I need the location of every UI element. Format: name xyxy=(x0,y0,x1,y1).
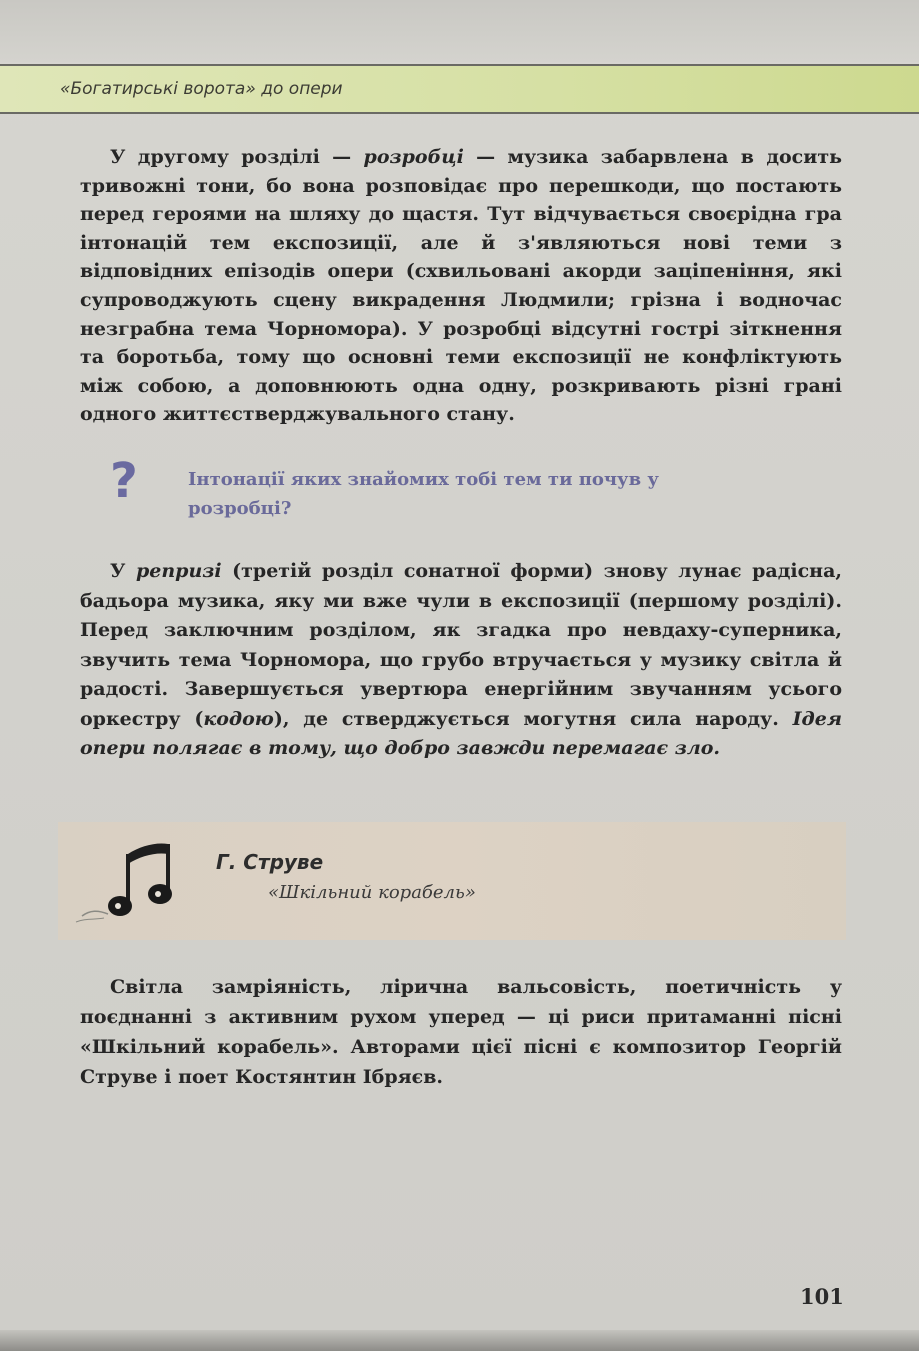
question-mark-icon: ? xyxy=(110,453,138,509)
term-coda: кодою xyxy=(203,707,274,730)
music-note-icon xyxy=(68,834,178,934)
paragraph-song-description xyxy=(80,972,842,1092)
paragraph-text xyxy=(80,143,842,429)
question-text-content: Інтонації яких знайомих тобі тем ти почув у розробці? xyxy=(188,469,659,519)
paragraph-text-part: (третій розділ сонатної форми) знову лунає радісна, бадьора музика, яку ми вже чули в експозиції (першому розділі). Перед заключним розділом, як згадка про невдаху-суперника, звучить тема Чорномора, що грубо втручається у музику світла й радості. Завершується увертюра енергійним звучанням усього оркестру ( xyxy=(80,560,842,730)
paragraph-text-part: У другому розділі — xyxy=(110,146,364,168)
page-bottom-edge xyxy=(0,1330,919,1351)
page-top-edge xyxy=(0,0,919,62)
term-reprise: репризі xyxy=(135,560,222,582)
section-header-band xyxy=(0,64,919,114)
section-header-title: «Богатирські ворота» до опери xyxy=(60,79,343,99)
paragraph-text-part: У xyxy=(110,560,136,582)
paragraph-text-part: — музика забарвлена в досить тривожні тони, бо вона розповідає про перешкоди, що постають перед героями на шляху до щастя. Тут відчувається своєрідна гра інтонацій тем експозиції, але й з'являються нові теми з відповідних епізодів опери (схвильовані акорди заціпеніння, які супроводжують сцену викрадення Людмили; грізна і водночас незграбна тема Чорномора). У розробці відсутні гострі зіткнення та боротьба, тому що основні теми експозиції не конфліктують між собою, а доповнюють одна одну, розкривають різні грані одного життєстверджувального стану. xyxy=(80,146,842,426)
song-listening-box xyxy=(58,822,846,940)
question-block xyxy=(110,455,750,535)
song-title: «Шкільний корабель» xyxy=(268,882,476,903)
paragraph-text: Світла замріяність, ліричнa вальсовість, поетичність у поєднанні з активним рухом уперед — ці риси притаманні пісні «Шкільний корабель». Авторами цієї пісні є композитор Георгій Струве і поет Костянтин Ібряєв. xyxy=(80,976,842,1088)
paragraph-development xyxy=(80,143,842,429)
paragraph-reprise xyxy=(80,557,842,764)
question-text xyxy=(188,465,708,523)
paragraph-text-part: ), де стверджується могутня сила народу. xyxy=(273,707,793,730)
opera-idea: Ідея опери полягає в тому, що добро завжди перемагає зло. xyxy=(80,707,842,759)
paragraph-text xyxy=(80,557,842,764)
song-composer: Г. Струве xyxy=(216,850,324,874)
page-number: 101 xyxy=(800,1284,844,1309)
term-development: розробці xyxy=(363,146,464,168)
